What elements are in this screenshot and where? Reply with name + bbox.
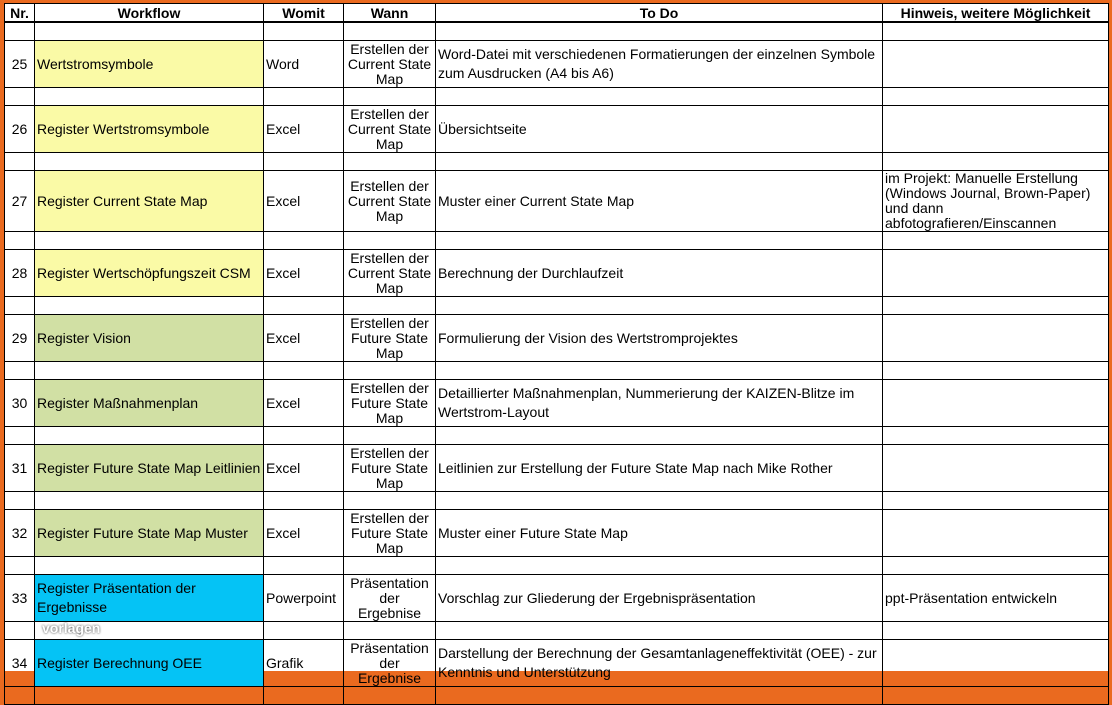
spreadsheet-frame bbox=[4, 3, 1108, 686]
empty-cell bbox=[5, 492, 35, 510]
empty-cell bbox=[883, 232, 1109, 250]
wann-cell[interactable]: Präsentation der Ergebnise bbox=[344, 575, 436, 622]
hinweis-cell[interactable] bbox=[883, 640, 1109, 687]
empty-cell bbox=[436, 427, 883, 445]
spacer-row bbox=[5, 232, 1109, 250]
empty-cell bbox=[344, 153, 436, 171]
empty-cell bbox=[344, 557, 436, 575]
hinweis-cell[interactable]: ppt-Präsentation entwickeln bbox=[883, 575, 1109, 622]
todo-cell[interactable]: Muster einer Future State Map bbox=[436, 510, 883, 557]
table-row bbox=[5, 250, 1109, 297]
empty-cell bbox=[5, 232, 35, 250]
header-todo: To Do bbox=[436, 4, 883, 23]
hinweis-cell[interactable] bbox=[883, 41, 1109, 88]
empty-cell bbox=[883, 492, 1109, 510]
empty-cell bbox=[264, 492, 344, 510]
table-row bbox=[5, 445, 1109, 492]
nr-cell[interactable]: 32 bbox=[5, 510, 35, 557]
spacer-row bbox=[5, 622, 1109, 640]
hinweis-cell[interactable] bbox=[883, 380, 1109, 427]
todo-cell[interactable]: Word-Datei mit verschiedenen Formatierungen der einzelnen Symbole zum Ausdrucken (A4 bis A6) bbox=[436, 41, 883, 88]
workflow-cell[interactable]: Register Wertstromsymbole bbox=[35, 106, 264, 153]
empty-cell bbox=[35, 88, 264, 106]
empty-cell bbox=[883, 557, 1109, 575]
empty-cell bbox=[5, 622, 35, 640]
empty-cell bbox=[344, 22, 436, 41]
empty-cell bbox=[436, 362, 883, 380]
empty-cell bbox=[264, 362, 344, 380]
spacer-row bbox=[5, 362, 1109, 380]
table-row bbox=[5, 171, 1109, 232]
header-womit: Womit bbox=[264, 4, 344, 23]
wann-cell[interactable]: Erstellen der Current State Map bbox=[344, 171, 436, 232]
workflow-cell[interactable]: Register Current State Map bbox=[35, 171, 264, 232]
nr-cell[interactable]: 25 bbox=[5, 41, 35, 88]
empty-cell bbox=[344, 232, 436, 250]
empty-cell bbox=[264, 22, 344, 41]
table-row bbox=[5, 106, 1109, 153]
spacer-row bbox=[5, 492, 1109, 510]
empty-cell bbox=[436, 557, 883, 575]
empty-cell bbox=[5, 557, 35, 575]
todo-cell[interactable]: Übersichtseite bbox=[436, 106, 883, 153]
empty-cell bbox=[344, 88, 436, 106]
nr-cell[interactable]: 26 bbox=[5, 106, 35, 153]
hinweis-cell[interactable] bbox=[883, 445, 1109, 492]
wann-cell[interactable]: Präsentation der Ergebnise bbox=[344, 640, 436, 687]
womit-cell[interactable]: Excel bbox=[264, 315, 344, 362]
workflow-table bbox=[4, 3, 1109, 705]
empty-cell bbox=[5, 687, 35, 705]
workflow-cell[interactable]: Register Future State Map Muster bbox=[35, 510, 264, 557]
spacer-row bbox=[5, 427, 1109, 445]
empty-cell bbox=[264, 687, 344, 705]
empty-cell bbox=[35, 153, 264, 171]
empty-cell bbox=[436, 88, 883, 106]
empty-cell bbox=[436, 492, 883, 510]
empty-cell bbox=[883, 362, 1109, 380]
empty-cell bbox=[883, 687, 1109, 705]
nr-cell[interactable]: 30 bbox=[5, 380, 35, 427]
table-row bbox=[5, 380, 1109, 427]
empty-cell bbox=[344, 362, 436, 380]
workflow-cell[interactable]: Wertstromsymbole bbox=[35, 41, 264, 88]
header-workflow: Workflow bbox=[35, 4, 264, 23]
empty-cell bbox=[35, 232, 264, 250]
empty-cell bbox=[264, 427, 344, 445]
nr-cell[interactable]: 28 bbox=[5, 250, 35, 297]
empty-cell bbox=[5, 88, 35, 106]
empty-cell bbox=[35, 362, 264, 380]
todo-cell[interactable]: Berechnung der Durchlaufzeit bbox=[436, 250, 883, 297]
workflow-cell[interactable]: Register Berechnung OEE bbox=[35, 640, 264, 687]
empty-cell bbox=[883, 297, 1109, 315]
empty-cell bbox=[5, 297, 35, 315]
nr-cell[interactable]: 29 bbox=[5, 315, 35, 362]
empty-cell bbox=[5, 427, 35, 445]
empty-cell bbox=[35, 492, 264, 510]
empty-cell bbox=[5, 362, 35, 380]
wann-cell[interactable]: Erstellen der Future State Map bbox=[344, 315, 436, 362]
wann-cell[interactable]: Erstellen der Future State Map bbox=[344, 380, 436, 427]
nr-cell[interactable]: 34 bbox=[5, 640, 35, 687]
spacer-row bbox=[5, 687, 1109, 705]
table-row bbox=[5, 41, 1109, 88]
empty-cell bbox=[5, 22, 35, 41]
womit-cell[interactable]: Excel bbox=[264, 445, 344, 492]
table-row bbox=[5, 640, 1109, 687]
spacer-row bbox=[5, 22, 1109, 41]
todo-cell[interactable]: Leitlinien zur Erstellung der Future State Map nach Mike Rother bbox=[436, 445, 883, 492]
womit-cell[interactable]: Excel bbox=[264, 380, 344, 427]
nr-cell[interactable]: 27 bbox=[5, 171, 35, 232]
empty-cell bbox=[264, 88, 344, 106]
empty-cell bbox=[264, 557, 344, 575]
empty-cell bbox=[264, 297, 344, 315]
header-nr: Nr. bbox=[5, 4, 35, 23]
empty-cell bbox=[436, 297, 883, 315]
empty-cell bbox=[883, 22, 1109, 41]
empty-cell bbox=[35, 22, 264, 41]
hinweis-cell[interactable] bbox=[883, 106, 1109, 153]
empty-cell bbox=[883, 427, 1109, 445]
spacer-row bbox=[5, 153, 1109, 171]
empty-cell bbox=[35, 557, 264, 575]
spacer-row bbox=[5, 88, 1109, 106]
empty-cell bbox=[264, 153, 344, 171]
empty-cell bbox=[436, 22, 883, 41]
womit-cell[interactable]: Excel bbox=[264, 510, 344, 557]
workflow-cell[interactable]: Register Präsentation der Ergebnisse bbox=[35, 575, 264, 622]
empty-cell bbox=[264, 232, 344, 250]
todo-cell[interactable]: Darstellung der Berechnung der Gesamtanlageneffektivität (OEE) - zur Kenntnis und Unterstützung bbox=[436, 640, 883, 687]
hinweis-cell[interactable] bbox=[883, 315, 1109, 362]
empty-cell bbox=[344, 297, 436, 315]
wann-cell[interactable]: Erstellen der Future State Map bbox=[344, 510, 436, 557]
empty-cell bbox=[35, 427, 264, 445]
empty-cell bbox=[344, 687, 436, 705]
todo-cell[interactable]: Muster einer Current State Map bbox=[436, 171, 883, 232]
wann-cell[interactable]: Erstellen der Current State Map bbox=[344, 106, 436, 153]
hinweis-cell[interactable]: im Projekt: Manuelle Erstellung (Windows Journal, Brown-Paper) und dann abfotografieren/Einscannen bbox=[883, 171, 1109, 232]
empty-cell bbox=[264, 622, 344, 640]
empty-cell bbox=[883, 88, 1109, 106]
nr-cell[interactable]: 31 bbox=[5, 445, 35, 492]
empty-cell bbox=[436, 687, 883, 705]
table-body bbox=[5, 22, 1109, 705]
todo-cell[interactable]: Formulierung der Vision des Wertstromprojektes bbox=[436, 315, 883, 362]
table-row bbox=[5, 315, 1109, 362]
empty-cell bbox=[35, 687, 264, 705]
nr-cell[interactable]: 33 bbox=[5, 575, 35, 622]
header-wann: Wann bbox=[344, 4, 436, 23]
spacer-row bbox=[5, 297, 1109, 315]
header-row bbox=[5, 4, 1109, 23]
womit-cell[interactable]: Excel bbox=[264, 106, 344, 153]
watermark: vorlagen bbox=[42, 620, 101, 636]
workflow-cell[interactable]: Register Future State Map Leitlinien bbox=[35, 445, 264, 492]
empty-cell bbox=[344, 427, 436, 445]
empty-cell bbox=[35, 297, 264, 315]
workflow-cell[interactable]: Register Wertschöpfungszeit CSM bbox=[35, 250, 264, 297]
empty-cell bbox=[436, 622, 883, 640]
hinweis-cell[interactable] bbox=[883, 250, 1109, 297]
todo-cell[interactable]: Vorschlag zur Gliederung der Ergebnispräsentation bbox=[436, 575, 883, 622]
womit-cell[interactable]: Grafik bbox=[264, 640, 344, 687]
todo-cell[interactable]: Detaillierter Maßnahmenplan, Nummerierung der KAIZEN-Blitze im Wertstrom-Layout bbox=[436, 380, 883, 427]
womit-cell[interactable]: Word bbox=[264, 41, 344, 88]
header-hinweis: Hinweis, weitere Möglichkeit bbox=[883, 4, 1109, 23]
empty-cell bbox=[344, 492, 436, 510]
table-row bbox=[5, 510, 1109, 557]
wann-cell[interactable]: Erstellen der Current State Map bbox=[344, 250, 436, 297]
empty-cell bbox=[883, 622, 1109, 640]
womit-cell[interactable]: Excel bbox=[264, 250, 344, 297]
wann-cell[interactable]: Erstellen der Current State Map bbox=[344, 41, 436, 88]
womit-cell[interactable]: Powerpoint bbox=[264, 575, 344, 622]
hinweis-cell[interactable] bbox=[883, 510, 1109, 557]
womit-cell[interactable]: Excel bbox=[264, 171, 344, 232]
wann-cell[interactable]: Erstellen der Future State Map bbox=[344, 445, 436, 492]
empty-cell bbox=[344, 622, 436, 640]
spacer-row bbox=[5, 557, 1109, 575]
workflow-cell[interactable]: Register Maßnahmenplan bbox=[35, 380, 264, 427]
table-row bbox=[5, 575, 1109, 622]
workflow-cell[interactable]: Register Vision bbox=[35, 315, 264, 362]
empty-cell bbox=[5, 153, 35, 171]
empty-cell bbox=[436, 153, 883, 171]
empty-cell bbox=[883, 153, 1109, 171]
empty-cell bbox=[436, 232, 883, 250]
